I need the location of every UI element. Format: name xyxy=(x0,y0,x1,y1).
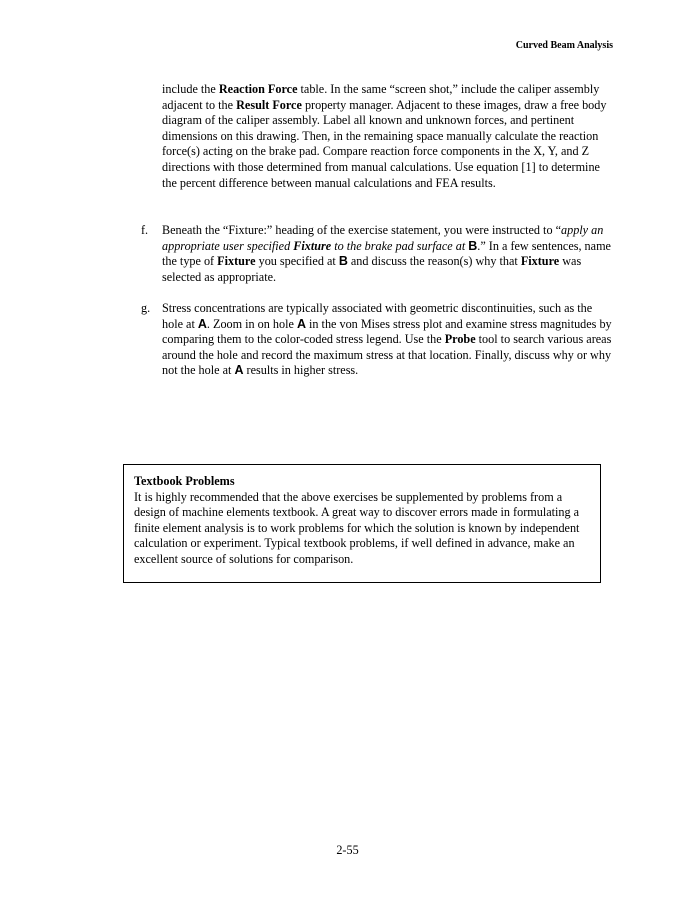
list-marker-f: f. xyxy=(141,223,149,237)
point-label-a: A xyxy=(197,316,207,331)
bold-term-fixture: Fixture xyxy=(520,254,560,269)
paragraph-e-continuation xyxy=(162,82,614,191)
bold-term-fixture: Fixture xyxy=(217,254,256,269)
running-header-title: Curved Beam Analysis xyxy=(515,40,613,51)
bold-italic-term-fixture: Fixture xyxy=(293,238,332,253)
list-marker-g: g. xyxy=(141,301,151,315)
text-run: was selected as appropriate. xyxy=(162,254,582,284)
point-label-b: B xyxy=(468,238,478,253)
italic-quote: apply an appropriate user specified xyxy=(162,223,604,253)
text-run: property manager. Adjacent to these images, draw a free body diagram of the caliper assembly. Label all known and unknown forces, and pertinent dimensions on this drawing. Then, in the remaining space manually calculate the reaction force(s) acting on the brake pad. Compare reaction force components in the X, Y, and Z directions with those determined from manual calculations. Use equation [1] to determine the percent difference between manual calculations and FEA results. xyxy=(162,97,607,190)
italic-quote: to the brake pad surface at xyxy=(331,238,469,253)
text-run: .” In a few sentences, name the type of xyxy=(162,238,611,269)
list-item-g-text xyxy=(162,301,614,379)
page-number: 2-55 xyxy=(336,843,359,857)
text-run: table. In the same “screen shot,” include the caliper assembly adjacent to the xyxy=(162,82,600,112)
point-label-a: A xyxy=(296,316,306,331)
bold-term-result-force: Result Force xyxy=(236,97,302,112)
textbook-problems-title: Textbook Problems xyxy=(134,474,235,488)
text-run: tool to search various areas around the hole and record the maximum stress at that location. Finally, discuss why or why not the hole at xyxy=(162,332,612,378)
text-run: include the xyxy=(162,82,219,96)
text-run: Beneath the “Fixture:” heading of the exercise statement, you were instructed to “ xyxy=(162,223,561,237)
text-run: you specified at xyxy=(255,254,339,269)
bold-term-reaction-force: Reaction Force xyxy=(218,82,298,96)
bold-term-probe: Probe xyxy=(444,332,476,347)
list-item-f-text xyxy=(162,223,614,285)
text-run: and discuss the reason(s) why that xyxy=(347,254,521,269)
text-run: . Zoom in on hole xyxy=(206,316,297,331)
text-run: Stress concentrations are typically associated with geometric discontinuities, such as the hole at xyxy=(162,301,593,331)
text-run: results in higher stress. xyxy=(243,363,359,378)
point-label-a: A xyxy=(234,363,244,378)
text-run: in the von Mises stress plot and examine stress magnitudes by comparing them to the color-coded stress legend. Use the xyxy=(162,316,612,347)
textbook-problems-body: It is highly recommended that the above exercises be supplemented by problems from a design of machine elements textbook. A great way to discover errors made in formulating a finite element analysis is to work problems for which the solution is known by independent calculation or experiment. Typical textbook problems, if well defined in advance, make an excellent source of solutions for comparison. xyxy=(134,489,580,566)
textbook-problems-box xyxy=(123,464,601,583)
point-label-b: B xyxy=(338,254,348,269)
